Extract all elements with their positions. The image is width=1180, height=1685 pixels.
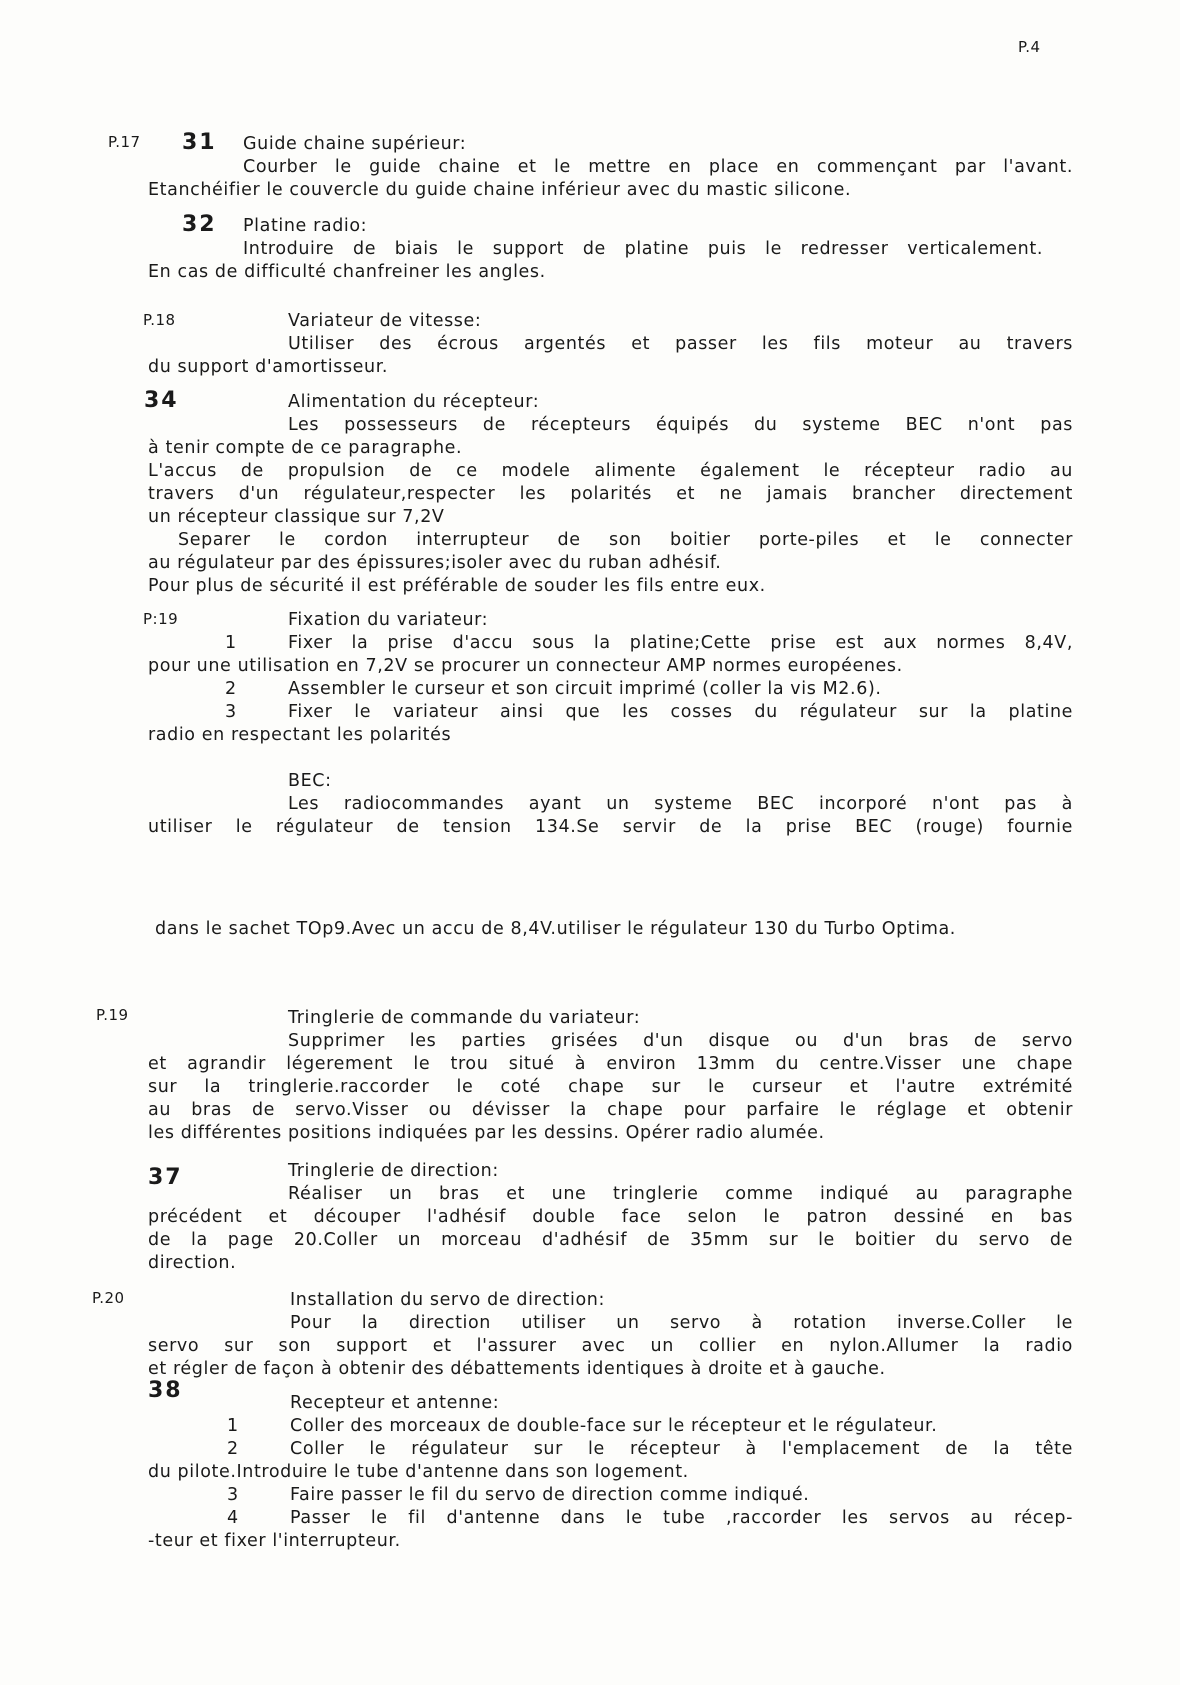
- step-number: 4: [227, 1508, 239, 1528]
- step-number: 3: [225, 702, 237, 722]
- paragraph-line: Pour la direction utiliser un servo à rotation inverse.Coller le: [290, 1313, 1073, 1333]
- step-number: 1: [227, 1416, 239, 1436]
- paragraph-line: L'accus de propulsion de ce modele alimente également le récepteur radio au: [148, 461, 1073, 481]
- paragraph-line: Etanchéifier le couvercle du guide chaine inférieur avec du mastic silicone.: [148, 180, 852, 200]
- section-title: Platine radio:: [243, 216, 368, 236]
- step-number: 1: [225, 633, 237, 653]
- paragraph-line: sur la tringlerie.raccorder le coté chape sur le curseur et l'autre extrémité: [148, 1077, 1073, 1097]
- paragraph-line: Courber le guide chaine et le mettre en place en commençant par l'avant.: [243, 157, 1073, 177]
- paragraph-line: Pour plus de sécurité il est préférable de souder les fils entre eux.: [148, 576, 766, 596]
- paragraph-line: Coller des morceaux de double-face sur le récepteur et le régulateur.: [290, 1416, 938, 1436]
- page-reference: P.17: [108, 133, 141, 151]
- paragraph-line: Fixer la prise d'accu sous la platine;Cette prise est aux normes 8,4V,: [288, 633, 1073, 653]
- paragraph-line: les différentes positions indiquées par les dessins. Opérer radio alumée.: [148, 1123, 825, 1143]
- section-title: Alimentation du récepteur:: [288, 392, 540, 412]
- section-title: Recepteur et antenne:: [290, 1393, 500, 1413]
- section-number: 32: [182, 212, 217, 237]
- paragraph-line: servo sur son support et l'assurer avec un collier en nylon.Allumer la radio: [148, 1336, 1073, 1356]
- paragraph-line: Les possesseurs de récepteurs équipés du systeme BEC n'ont pas: [288, 415, 1073, 435]
- section-title: Tringlerie de direction:: [288, 1161, 499, 1181]
- paragraph-line: et agrandir légerement le trou situé à environ 13mm du centre.Visser une chape: [148, 1054, 1073, 1074]
- section-number: 31: [182, 130, 217, 155]
- page-reference: P.18: [143, 311, 176, 329]
- paragraph-line: et régler de façon à obtenir des débattements identiques à droite et à gauche.: [148, 1359, 886, 1379]
- section-number: 37: [148, 1165, 183, 1190]
- paragraph-line: Réaliser un bras et une tringlerie comme indiqué au paragraphe: [288, 1184, 1073, 1204]
- paragraph-line: dans le sachet TOp9.Avec un accu de 8,4V.utiliser le régulateur 130 du Turbo Optima.: [155, 919, 956, 939]
- paragraph-line: travers d'un régulateur,respecter les polarités et ne jamais brancher directement: [148, 484, 1073, 504]
- paragraph-line: Separer le cordon interrupteur de son boitier porte-piles et le connecter: [178, 530, 1073, 550]
- paragraph-line: précédent et découper l'adhésif double face selon le patron dessiné en bas: [148, 1207, 1073, 1227]
- paragraph-line: Fixer le variateur ainsi que les cosses du régulateur sur la platine: [288, 702, 1073, 722]
- subsection-title: BEC:: [288, 771, 332, 791]
- step-number: 2: [225, 679, 237, 699]
- step-number: 2: [227, 1439, 239, 1459]
- paragraph-line: Assembler le curseur et son circuit imprimé (coller la vis M2.6).: [288, 679, 882, 699]
- paragraph-line: au bras de servo.Visser ou dévisser la chape pour parfaire le réglage et obtenir: [148, 1100, 1073, 1120]
- paragraph-line: Passer le fil d'antenne dans le tube ,raccorder les servos au récep-: [290, 1508, 1073, 1528]
- paragraph-line: direction.: [148, 1253, 237, 1273]
- paragraph-line: utiliser le régulateur de tension 134.Se servir de la prise BEC (rouge) fournie: [148, 817, 1073, 837]
- section-title: Fixation du variateur:: [288, 610, 489, 630]
- page-reference: P.20: [92, 1289, 125, 1307]
- paragraph-line: Utiliser des écrous argentés et passer les fils moteur au travers: [288, 334, 1073, 354]
- paragraph-line: Coller le régulateur sur le récepteur à l'emplacement de la tête: [290, 1439, 1073, 1459]
- page-number: P.4: [1018, 38, 1041, 56]
- paragraph-line: au régulateur par des épissures;isoler avec du ruban adhésif.: [148, 553, 722, 573]
- paragraph-line: -teur et fixer l'interrupteur.: [148, 1531, 401, 1551]
- paragraph-line: du support d'amortisseur.: [148, 357, 389, 377]
- section-title: Installation du servo de direction:: [290, 1290, 605, 1310]
- paragraph-line: de la page 20.Coller un morceau d'adhésif de 35mm sur le boitier du servo de: [148, 1230, 1073, 1250]
- section-title: Guide chaine supérieur:: [243, 134, 467, 154]
- section-number: 38: [148, 1378, 183, 1403]
- paragraph-line: un récepteur classique sur 7,2V: [148, 507, 445, 527]
- paragraph-line: Les radiocommandes ayant un systeme BEC incorporé n'ont pas à: [288, 794, 1073, 814]
- step-number: 3: [227, 1485, 239, 1505]
- section-number: 34: [144, 388, 179, 413]
- page-reference: P:19: [143, 610, 179, 628]
- paragraph-line: pour une utilisation en 7,2V se procurer un connecteur AMP normes européenes.: [148, 656, 903, 676]
- paragraph-line: Introduire de biais le support de platine puis le redresser verticalement.: [243, 239, 1043, 259]
- paragraph-line: Supprimer les parties grisées d'un disque ou d'un bras de servo: [288, 1031, 1073, 1051]
- paragraph-line: radio en respectant les polarités: [148, 725, 452, 745]
- paragraph-line: du pilote.Introduire le tube d'antenne dans son logement.: [148, 1462, 689, 1482]
- page-reference: P.19: [96, 1006, 129, 1024]
- paragraph-line: Faire passer le fil du servo de direction comme indiqué.: [290, 1485, 810, 1505]
- section-title: Variateur de vitesse:: [288, 311, 482, 331]
- paragraph-line: En cas de difficulté chanfreiner les angles.: [148, 262, 546, 282]
- paragraph-line: à tenir compte de ce paragraphe.: [148, 438, 463, 458]
- section-title: Tringlerie de commande du variateur:: [288, 1008, 641, 1028]
